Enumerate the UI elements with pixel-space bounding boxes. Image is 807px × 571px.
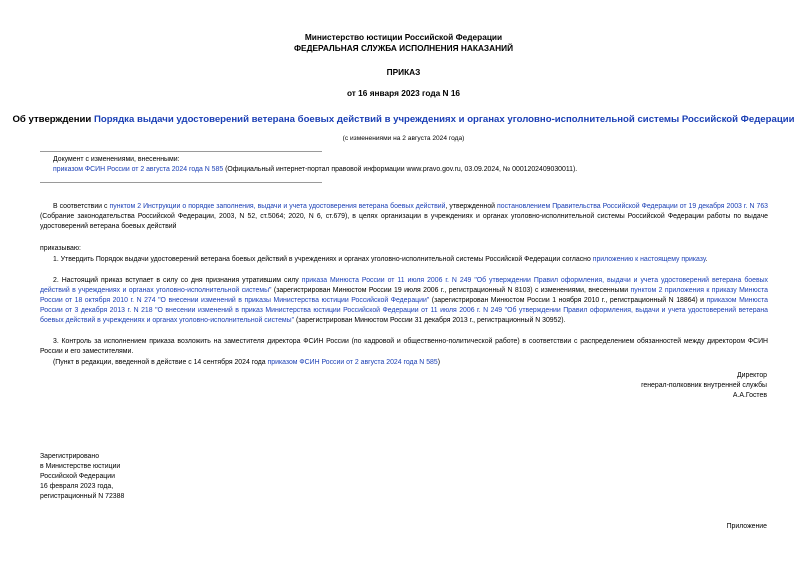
registration-line-2: в Министерстве юстиции (40, 463, 121, 470)
service-name: ФЕДЕРАЛЬНАЯ СЛУЖБА ИСПОЛНЕНИЯ НАКАЗАНИЙ (293, 43, 514, 53)
signature-rank: генерал-полковник внутренней службы (641, 382, 767, 389)
ministry-name: Министерство юстиции Российской Федерации (304, 32, 503, 42)
registration-line-5: регистрационный N 72388 (40, 493, 125, 500)
doc-type: ПРИКАЗ (386, 67, 421, 77)
item-2-text-3: (зарегистрирован Минюстом России 1 ноября 2010 г., регистрационный N 18864) и (429, 297, 707, 304)
signature-block (641, 371, 767, 401)
preamble-paragraph (40, 202, 768, 232)
order-word: приказываю: (40, 245, 81, 252)
item-2-text-4: (зарегистрирован Минюстом России 31 декабря 2013 г., регистрационный N 30952). (294, 317, 566, 324)
item-1 (40, 255, 768, 265)
item-2 (40, 276, 768, 326)
signature-name: А.А.Гостев (732, 392, 767, 399)
item-1-end: . (705, 256, 708, 263)
minjust-order-249-link[interactable]: приказа Минюста России от 11 июля 2006 г. N 249 "Об утверждении Правил оформления, выдачи и учета удостоверений ветерана боевых действий в учреждениях и органах уголовно-исполнительной системы" (40, 277, 769, 294)
signature-position: Директор (736, 372, 767, 379)
item-2-text-1: 2. Настоящий приказ вступает в силу со дня признания утратившим силу (53, 277, 302, 284)
minjust-order-274-link[interactable]: пунктом 2 приложения к приказу Минюста России от 18 октября 2010 г. N 274 "О внесении изменений в приказы Министерства юстиции Российской Федерации" (40, 287, 768, 304)
changes-tail: (Официальный интернет-портал правовой информации www.pravo.gov.ru, 03.09.2024, № 0001202409030011). (223, 166, 578, 173)
registration-line-1: Зарегистрировано (40, 453, 100, 460)
appendix-label: Приложение (726, 523, 767, 530)
appendix-link[interactable]: приложению к настоящему приказу (592, 256, 706, 263)
registration-line-4: 16 февраля 2023 года, (40, 483, 114, 490)
instruction-link[interactable]: пунктом 2 Инструкции о порядке заполнения, выдачи и учета удостоверения ветерана боевых действий (109, 203, 446, 210)
document-title (0, 113, 807, 127)
preamble-text-2: , утвержденной (445, 203, 498, 210)
registration-block (40, 452, 124, 502)
doc-date: от 16 января 2023 года N 16 (346, 88, 461, 98)
item-3: 3. Контроль за исполнением приказа возложить на заместителя директора ФСИН России (по кадровой и общественно-политической работе) в соответствии с распределением обязанностей между директором ФСИН России и его заместителями. (40, 338, 768, 355)
item-3-note-end: ) (437, 359, 440, 366)
changes-entry (53, 165, 773, 175)
amendment-note: (с изменениями на 2 августа 2024 года) (342, 135, 465, 142)
changes-top-rule (40, 151, 322, 152)
preamble-text-3: (Собрание законодательства Российской Федерации, 2003, N 52, ст.5064; 2020, N 6, ст.679), в целях организации в учреждениях и органах уголовно-исполнительной системы Российской Федерации работы по выдаче удостоверений ветерана боевых действий (40, 213, 768, 230)
title-link[interactable]: Порядка выдачи удостоверений ветерана боевых действий в учреждениях и органах уголовно-исполнительной системы Российской Федерации (94, 114, 795, 125)
item-2-text-2: (зарегистрирован Минюстом России 19 июля 2006 г., регистрационный N 8103) с изменениями, внесенными (271, 287, 631, 294)
item-1-text: 1. Утвердить Порядок выдачи удостоверений ветерана боевых действий в учреждениях и органах уголовно-исполнительной системы Российской Федерации согласно (53, 256, 593, 263)
preamble-text-1: В соответствии с (53, 203, 110, 210)
government-decree-link[interactable]: постановлением Правительства Российской Федерации от 19 декабря 2003 г. N 763 (497, 203, 768, 210)
changes-bottom-rule (40, 182, 322, 183)
changes-order-link[interactable]: приказом ФСИН России от 2 августа 2024 года N 585 (53, 166, 224, 173)
title-prefix: Об утверждении (12, 114, 94, 125)
registration-line-3: Российской Федерации (40, 473, 115, 480)
item-3-note-link[interactable]: приказом ФСИН России от 2 августа 2024 года N 585 (267, 359, 438, 366)
item-3-note (53, 358, 768, 368)
minjust-order-218-link[interactable]: приказом Минюста России от 3 декабря 2013 г. N 218 "О внесении изменений в приказ Министерства юстиции Российской Федерации от 11 июля 2006 г. N 249 "Об утверждении Правил оформления, выдачи и учета удостоверений ветерана боевых действий в учреждениях и органах уголовно-исполнительной системы" (40, 297, 768, 324)
item-3-note-text: (Пункт в редакции, введенной в действие с 14 сентября 2024 года (53, 359, 268, 366)
changes-label: Документ с изменениями, внесенными: (53, 156, 180, 163)
